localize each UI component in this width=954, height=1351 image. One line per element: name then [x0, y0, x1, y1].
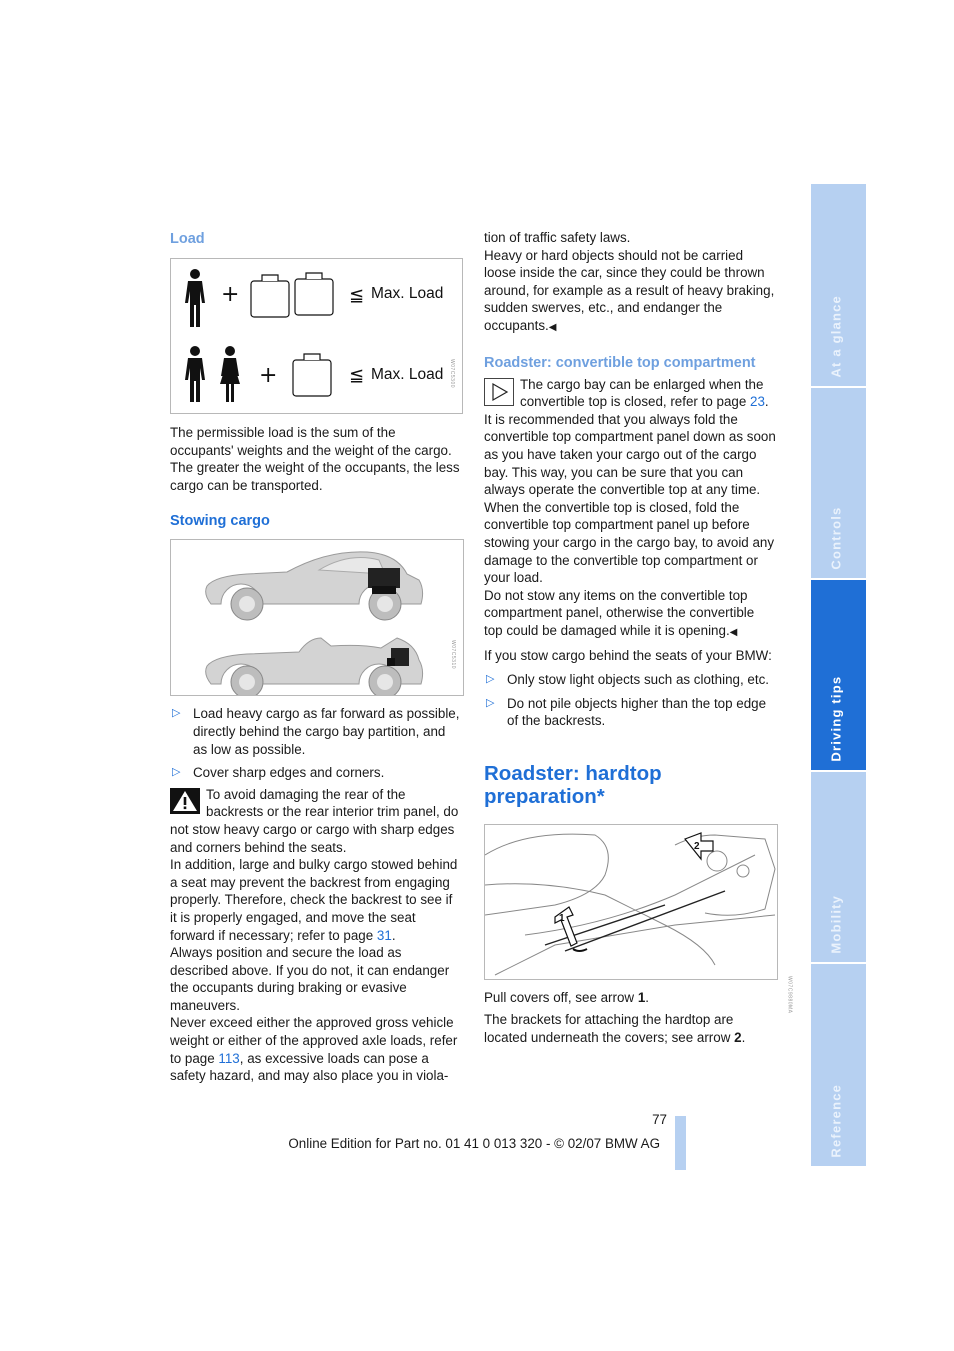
list-item: ▷ Cover sharp edges and corners. — [172, 765, 385, 781]
person-icon — [185, 269, 205, 327]
weight-paragraph: Never exceed either the approved gross vehicle weight or either of the approved axle loads, refer to page 113, as excessive loads can pose a safety hazard, and may also place you in viola- — [170, 1015, 458, 1084]
max-load-label-1: Max. Load — [371, 285, 444, 302]
hardtop-heading: Roadster: hardtop preparation* — [484, 761, 662, 808]
list-item: ▷ Load heavy cargo as far forward as possible, directly behind the cargo bay partition, and as low as possible. — [172, 706, 460, 757]
load-figure — [170, 258, 463, 414]
tab-reference[interactable]: Reference — [811, 964, 866, 1166]
warning-block — [170, 786, 462, 856]
fold-paragraph: It is recommended that you always fold the convertible top compartment panel down as soon as you have taken your cargo out of the cargo bay. This way, you can be sure that you can always operate the convertible top at any time. When the convertible top is closed, fold the convertible top compartment panel up before stowing your cargo in the cargo bay, to avoid any damage to the convertible top compartment or your load. — [484, 411, 776, 586]
triangle-bullet-icon: ▷ — [172, 766, 181, 779]
load-diagram — [171, 259, 462, 413]
if-you-stow-paragraph: If you stow cargo behind the seats of your BMW: — [484, 648, 772, 664]
convertible-heading: Roadster: convertible top compartment — [484, 354, 756, 371]
car-open-top-illustration — [206, 638, 423, 695]
end-mark-icon: ◀ — [729, 626, 738, 638]
tab-mobility[interactable]: Mobility — [811, 772, 866, 962]
seat-bullet-list — [484, 671, 776, 730]
brackets-paragraph: The brackets for attaching the hardtop are located underneath the covers; see arrow 2. — [484, 1012, 746, 1046]
suitcase-icon — [251, 273, 333, 317]
person-icon — [185, 346, 205, 402]
left-column — [170, 228, 462, 1085]
figure-code: W07C5310 — [450, 640, 456, 670]
triangle-bullet-icon: ▷ — [486, 696, 495, 709]
stowing-bullet-list — [170, 705, 462, 781]
note-text: The cargo bay can be enlarged when the convertible top is closed, refer to page 23. — [520, 376, 769, 410]
note-block — [484, 376, 776, 411]
note-triangle-icon — [484, 378, 514, 406]
heavy-objects-paragraph: Heavy or hard objects should not be carried loose inside the car, since they could be thrown around, for example as a result of heavy braking, sudden swerves, etc., and endanger the occupants.◀ — [484, 247, 775, 333]
tab-driving-tips[interactable]: Driving tips — [811, 580, 866, 770]
arrow-1-label: 1 — [559, 912, 565, 924]
leq-sign: ≦ — [349, 285, 365, 306]
arrow-2-label: 2 — [694, 840, 700, 852]
tab-at-a-glance[interactable]: At a glance — [811, 184, 866, 386]
page-link-31[interactable]: 31 — [376, 927, 392, 943]
position-paragraph: Always position and secure the load as described above. If you do not, it can endanger the occupants during braking or evasive maneuvers. — [170, 945, 450, 1013]
page-number: 77 — [652, 1112, 667, 1127]
figure-code: W07C9880MA — [786, 976, 793, 1014]
list-item: ▷ Do not pile objects higher than the top edge of the backrests. — [486, 695, 767, 729]
figure-code: W07C5300 — [449, 359, 455, 389]
leq-sign: ≦ — [349, 365, 365, 386]
car-closed-top-illustration — [206, 552, 423, 620]
chapter-sidebar — [811, 184, 866, 1166]
tab-controls[interactable]: Controls — [811, 388, 866, 578]
backrest-paragraph: In addition, large and bulky cargo stowed behind a seat may prevent the backrest from engaging properly. Therefore, check the backrest to see if it is properly engaged, and move the seat forward if necessary; refer to page 31. — [170, 857, 458, 943]
plus-sign: + — [259, 363, 278, 388]
end-mark-icon: ◀ — [548, 321, 557, 333]
list-item: ▷ Only stow light objects such as clothing, etc. — [486, 672, 769, 688]
stowing-heading: Stowing cargo — [170, 513, 270, 530]
warning-icon — [170, 788, 200, 814]
load-heading: Load — [170, 231, 205, 247]
right-column — [484, 228, 793, 1047]
warning-text: To avoid damaging the rear of the backrests or the rear interior trim panel, do not stow heavy cargo or cargo with sharp edges and corners behind the seats. — [170, 786, 459, 855]
load-paragraph: The permissible load is the sum of the occupants' weights and the weight of the cargo. The greater the weight of the occupants, the less cargo can be transported. — [170, 425, 460, 493]
hardtop-diagram — [485, 825, 777, 979]
person-female-icon — [220, 346, 240, 402]
car-cargo-diagram — [171, 540, 463, 695]
triangle-bullet-icon: ▷ — [486, 673, 495, 686]
triangle-bullet-icon: ▷ — [172, 707, 181, 720]
do-not-stow-paragraph: Do not stow any items on the convertible top compartment panel, otherwise the convertible top could be damaged while it is opening.◀ — [484, 587, 755, 638]
page-link-23[interactable]: 23 — [750, 394, 765, 410]
stowing-figure — [170, 539, 464, 696]
page-link-113[interactable]: 113 — [218, 1050, 240, 1066]
hardtop-figure — [484, 824, 778, 980]
edition-footer: Online Edition for Part no. 01 41 0 013 320 - © 02/07 BMW AG — [288, 1136, 660, 1151]
pull-covers-paragraph: Pull covers off, see arrow 1. — [484, 989, 649, 1005]
convertible-compartment-illustration — [485, 834, 775, 975]
max-load-label-2: Max. Load — [371, 366, 444, 383]
plus-sign: + — [221, 282, 240, 307]
continued-text: tion of traffic safety laws. — [484, 230, 631, 245]
suitcase-icon — [293, 354, 331, 396]
page-marker-bar — [675, 1116, 686, 1170]
